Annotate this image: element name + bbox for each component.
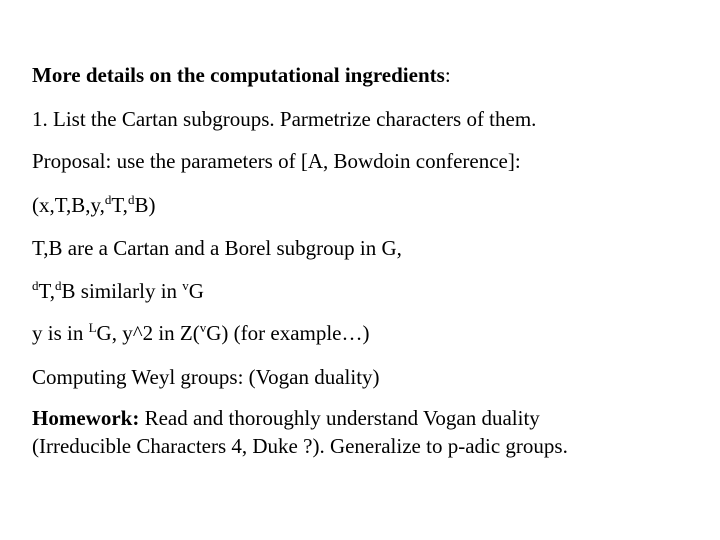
proposal-line: Proposal: use the parameters of [A, Bowdoin conference]:	[32, 149, 521, 173]
dual-groups-line	[32, 278, 204, 304]
parameter-tuple-line	[32, 192, 155, 218]
y-post: G) (for example…)	[206, 321, 370, 345]
homework-line-2: (Irreducible Characters 4, Duke ?). Generalize to p-adic groups.	[32, 434, 568, 458]
list-cartan-line: 1. List the Cartan subgroups. Parmetrize characters of them.	[32, 107, 537, 131]
dual-sup-v: v	[182, 278, 189, 293]
tuple-mid: T,	[111, 193, 128, 217]
dual-post: G	[188, 279, 204, 303]
y-pre: y is in	[32, 321, 89, 345]
heading-bold-text: More details on the computational ingredients	[32, 63, 445, 87]
y-element-line	[32, 320, 370, 346]
y-sup-v: v	[199, 320, 207, 335]
cartan-borel-line: T,B are a Cartan and a Borel subgroup in G,	[32, 236, 402, 260]
tuple-pre: (x,T,B,y,	[32, 193, 105, 217]
tuple-sup-d2: d	[127, 192, 135, 207]
homework-label: Homework:	[32, 406, 140, 430]
homework-line-1	[32, 405, 540, 431]
homework-text-1: Read and thoroughly understand Vogan duality	[139, 406, 540, 430]
dual-sup-d1: d	[32, 278, 39, 293]
tuple-sup-d1: d	[104, 192, 112, 207]
weyl-groups-line: Computing Weyl groups: (Vogan duality)	[32, 365, 380, 389]
tuple-post: B)	[134, 193, 156, 217]
dual-sup-d2: d	[55, 278, 62, 293]
y-mid: G, y^2 in Z(	[96, 321, 200, 345]
dual-mid1: T,	[38, 279, 56, 303]
heading-colon: :	[444, 63, 451, 87]
slide-heading	[32, 62, 451, 88]
y-sup-L: L	[88, 320, 97, 335]
dual-mid2: B similarly in	[61, 279, 183, 303]
